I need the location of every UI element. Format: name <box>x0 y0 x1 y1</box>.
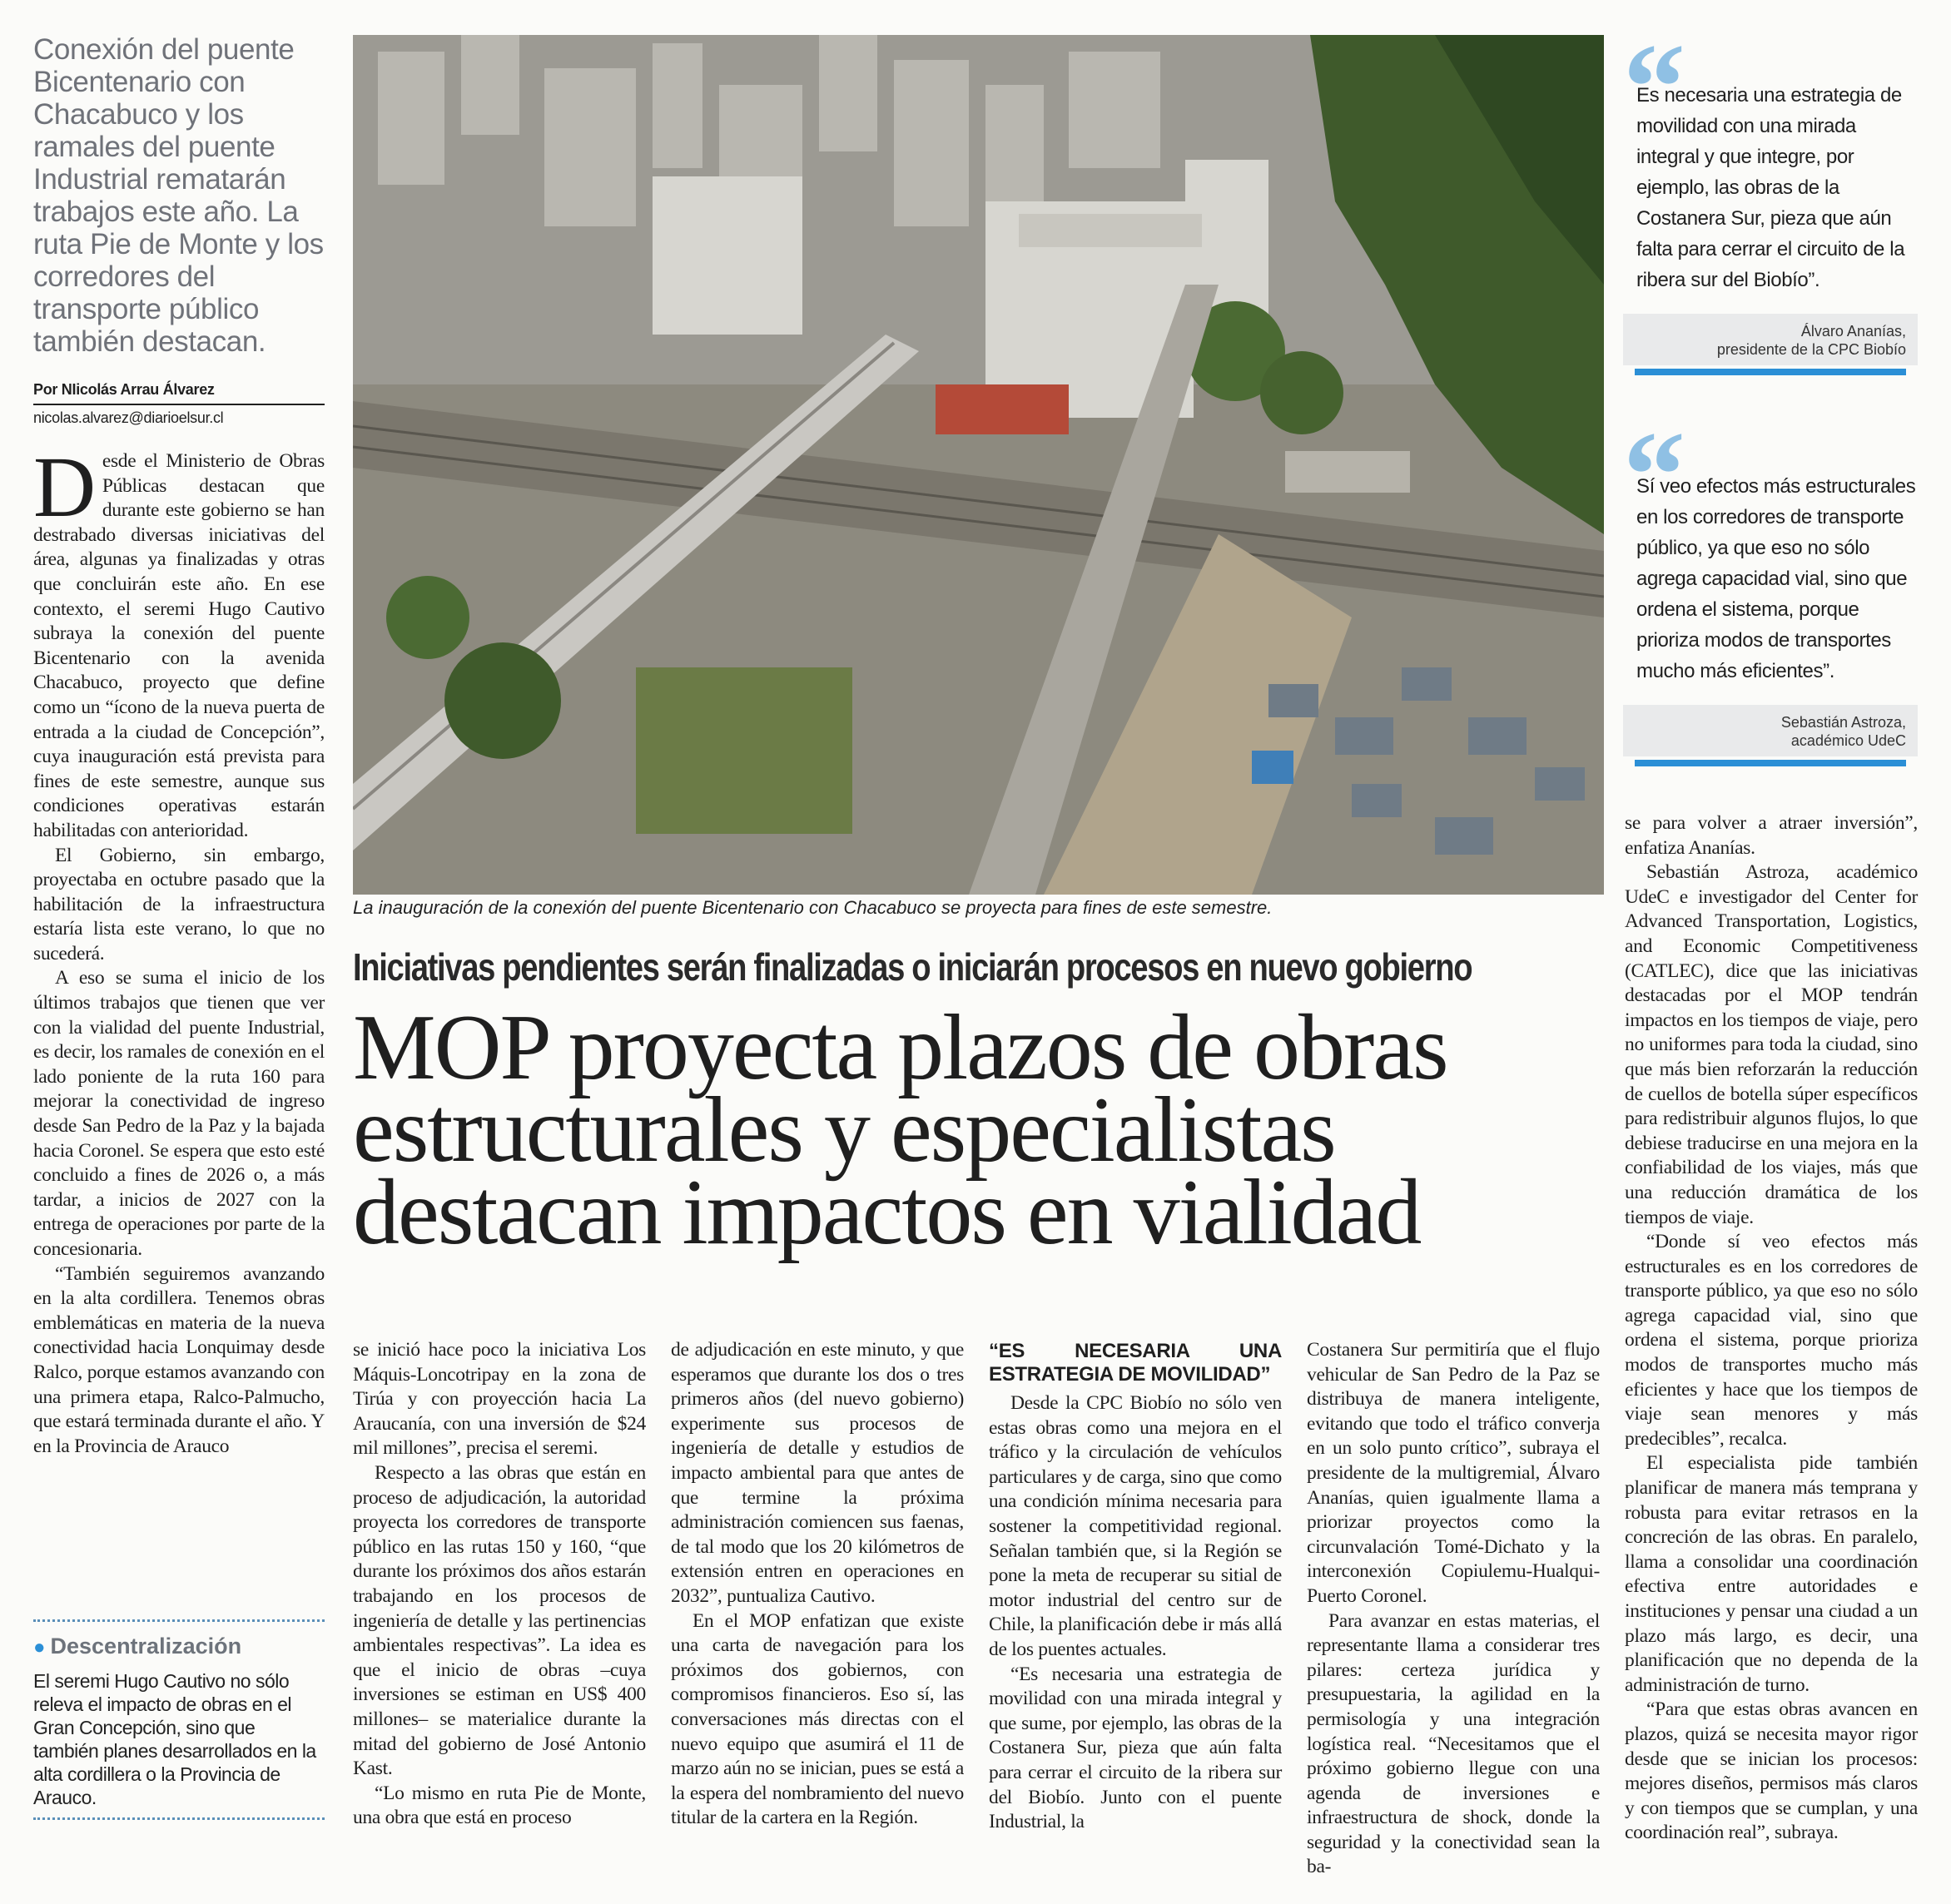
byline-email: nicolas.alvarez@diarioelsur.cl <box>33 409 224 426</box>
lead-summary: Conexión del puente Bicentenario con Chacabuco y los ramales del puente Industrial rematarán trabajos este año. La ruta Pie de Monte y los corredores del transporte público también destacan. <box>33 33 324 358</box>
paragraph: se para volver a atraer inversión”, enfatiza Ananías. <box>1625 812 1918 859</box>
paragraph: “Lo mismo en ruta Pie de Monte, una obra que está en proceso <box>353 1782 646 1829</box>
pull-quote <box>1623 18 1918 375</box>
paragraph: de adjudicación en este minuto, y que esperamos que durante los dos o tres primeros años (del nuevo gobierno) experimente sus procesos de ingeniería de detalle y estudios de impacto ambiental para que antes de que termine la próxima administración comiencen sus faenas, de tal modo que los 20 kilómetros de extensión entren en operaciones en 2032”, puntualiza Cautivo. <box>671 1339 964 1607</box>
paragraph: Sebastián Astroza, académico UdeC e investigador del Center for Advanced Transportation, Logistics, and Economic Competitiveness (CATLEC), dice que las iniciativas destacadas por el MOP tendrán impactos en los tiempos de viaje, pero no uniformes para toda la ciudad, sino que más bien reforzarán la reducción de cuellos de botella súper específicos para redistribuir algunos flujos, lo que debiese traducirse en una mejora en la confiabilidad de los viajes, más que una reducción dramática de los tiempos de viaje. <box>1625 861 1918 1228</box>
article-column-4 <box>989 1338 1282 1835</box>
quote-attribution <box>1623 705 1918 756</box>
quote-mark-icon: “ <box>1623 18 1685 156</box>
paragraph: El especialista pide también planificar de manera más temprana y robusta para evitar retrasos en la concreción de las obras. En paralelo, llama a consolidar una coordinación efectiva entre autoridades e instituciones y pensar una ciudad a un plazo más largo, es decir, una planificación que no dependa de la administración de turno. <box>1625 1452 1918 1696</box>
quote-role: académico UdeC <box>1790 732 1906 749</box>
sidebar-box-title: ● Descentralización <box>33 1634 242 1659</box>
quote-role: presidente de la CPC Biobío <box>1716 341 1906 358</box>
aerial-city-photo <box>353 35 1604 895</box>
quote-attribution <box>1623 314 1918 365</box>
sidebar-box <box>33 1619 325 1820</box>
headline: MOP proyecta plazos de obras estructurales y especialistas destacan impactos en vialidad <box>353 996 1447 1264</box>
article-column-6 <box>1625 811 1918 1846</box>
paragraph: Desde la CPC Biobío no sólo ven estas obras como una mejora en el tráfico y la circulación de vehículos particulares y de carga, sino que como una condición mínima necesaria para sostener la competitividad regional. Señalan también que, si la Región se pone la meta de recuperar su sitial de motor industrial del centro sur de Chile, la planificación debe ir más allá de los puentes actuales. <box>989 1392 1282 1660</box>
article-column-1 <box>33 439 325 1459</box>
bullet-icon: ● <box>33 1636 46 1659</box>
accent-bar <box>1635 760 1906 766</box>
byline-author: Por NIicolás Arrau Álvarez <box>33 381 325 405</box>
pull-quote <box>1623 406 1918 766</box>
byline <box>33 381 325 427</box>
section-subhead: “ES NECESARIA UNA ESTRATEGIA DE MOVILIDAD” <box>989 1340 1282 1386</box>
dotted-divider <box>33 1817 325 1820</box>
article-column-3 <box>671 1338 964 1831</box>
paragraph: Respecto a las obras que están en proceso de adjudicación, la autoridad proyecta los corredores de transporte público en las rutas 150 y 160, “que durante los próximos dos años estarán trabajando en los procesos de ingeniería de detalle y las pertinencias ambientales respectivas”. La idea es que el inicio de obras –cuya inversiones se estiman en US$ 400 millones– se materialice durante la mitad del gobierno de José Antonio Kast. <box>353 1461 646 1780</box>
sidebar-box-body: El seremi Hugo Cautivo no sólo releva el impacto de obras en el Gran Concepción, sino que también planes desarrollados en la alta cordillera o la Provincia de Arauco. <box>33 1670 316 1808</box>
kicker-subtitle: Iniciativas pendientes serán finalizadas o iniciarán procesos en nuevo gobierno <box>353 945 1472 989</box>
paragraph: El Gobierno, sin embargo, proyectaba en octubre pasado que la habilitación de la infraestructura estaría lista este verano, lo que no sucederá. <box>33 844 325 964</box>
drop-cap: D <box>33 439 96 535</box>
quote-author: Álvaro Ananías, <box>1800 323 1906 340</box>
dotted-divider <box>33 1619 325 1622</box>
paragraph: “Es necesaria una estrategia de movilidad con una mirada integral y que sume, por ejemplo, las obras de la Costanera Sur, pieza que aún falta para cerrar el circuito de la ribera sur del Biobío. Junto con el puente Industrial, la <box>989 1663 1282 1833</box>
paragraph: A eso se suma el inicio de los últimos trabajos que tienen que ver con la vialidad del puente Industrial, es decir, los ramales de conexión en el lado poniente de la ruta 160 para mejorar la conectividad de ingreso desde San Pedro de la Paz y la bajada hacia Coronel. Se espera que esto esté concluido a fines de 2026 o, a más tardar, a inicios de 2027 con la entrega de operaciones por parte de la concesionaria. <box>33 967 325 1260</box>
quote-text: Sí veo efectos más estructurales en los corredores de transporte público, ya que eso no sólo agrega capacidad vial, sino que ordena el sistema, porque prioriza modos de transportes mucho más eficientes”. <box>1636 475 1916 682</box>
photo-caption: La inauguración de la conexión del puente Bicentenario con Chacabuco se proyecta para fines de este semestre. <box>353 897 1273 918</box>
article-column-5 <box>1307 1338 1600 1880</box>
aerial-photo-illustration <box>353 35 1604 895</box>
paragraph: se inició hace poco la iniciativa Los Máquis-Loncotripay en la zona de Tirúa y con proyección hacia La Araucanía, con una inversión de $24 mil millones”, precisa el seremi. <box>353 1339 646 1460</box>
paragraph: Para avanzar en estas materias, el representante llama a considerar tres pilares: certeza jurídica y presupuestaria, la agilidad en la permisología y una integración logística real. “Necesitamos que el próximo gobierno llegue con una agenda de inversiones e infraestructura de shock, donde la seguridad y la conectividad sean la ba- <box>1307 1609 1600 1878</box>
quote-author: Sebastián Astroza, <box>1780 714 1906 731</box>
paragraph: “Para que estas obras avancen en plazos, quizá se necesita mayor rigor desde que se inician los procesos: mejores diseños, permisos más claros y con tiempos que se cumplan, y una coordinación real”, subraya. <box>1625 1698 1918 1844</box>
quote-mark-icon: “ <box>1623 406 1685 544</box>
paragraph: “Donde sí veo efectos más estructurales es en los corredores de transporte público, ya que eso no sólo agrega capacidad vial, sino que ordena el sistema, porque prioriza modos de transportes mucho más eficientes y hace que los tiempos de viaje sean menores y más predecibles”, recalca. <box>1625 1231 1918 1450</box>
paragraph: “También seguiremos avanzando en la alta cordillera. Tenemos obras emblemáticas en materia de la nueva conectividad hacia Lonquimay desde Ralco, porque estamos avanzando con una primera etapa, Ralco-Palmucho, que estará terminada durante el año. Y en la Provincia de Arauco <box>33 1262 325 1457</box>
paragraph: esde el Ministerio de Obras Públicas destacan que durante este gobierno se han destrabado diversas iniciativas del área, algunas ya finalizadas y otras que concluirán este año. En ese contexto, el seremi Hugo Cautivo subraya la conexión del puente Bicentenario con la avenida Chacabuco, proyecto que define como un “ícono de la nueva puerta de entrada a la ciudad de Concepción”, cuya inauguración está prevista para fines de este semestre, aunque sus condiciones operativas estarán habilitadas con anterioridad. <box>33 450 325 841</box>
paragraph: En el MOP enfatizan que existe una carta de navegación para los próximos dos gobiernos, con compromisos financieros. Eso sí, las conversaciones más directas con el nuevo equipo que asumirá el 11 de marzo aún no se inician, pues se está a la espera del nombramiento del nuevo titular de la cartera en la Región. <box>671 1609 964 1829</box>
paragraph: Costanera Sur permitiría que el flujo vehicular de San Pedro de la Paz se distribuya de manera inteligente, evitando que todo el tráfico converja en un solo punto crítico”, subraya el presidente de la multigremial, Álvaro Ananías, quien igualmente llama a priorizar proyectos como la circunvalación Tomé-Dichato y la interconexión Copiulemu-Hualqui-Puerto Coronel. <box>1307 1339 1600 1607</box>
accent-bar <box>1635 369 1906 375</box>
quote-text: Es necesaria una estrategia de movilidad con una mirada integral y que integre, por ejemplo, las obras de la Costanera Sur, pieza que aún falta para cerrar el circuito de la ribera sur del Biobío”. <box>1636 84 1905 291</box>
article-column-2 <box>353 1338 646 1831</box>
